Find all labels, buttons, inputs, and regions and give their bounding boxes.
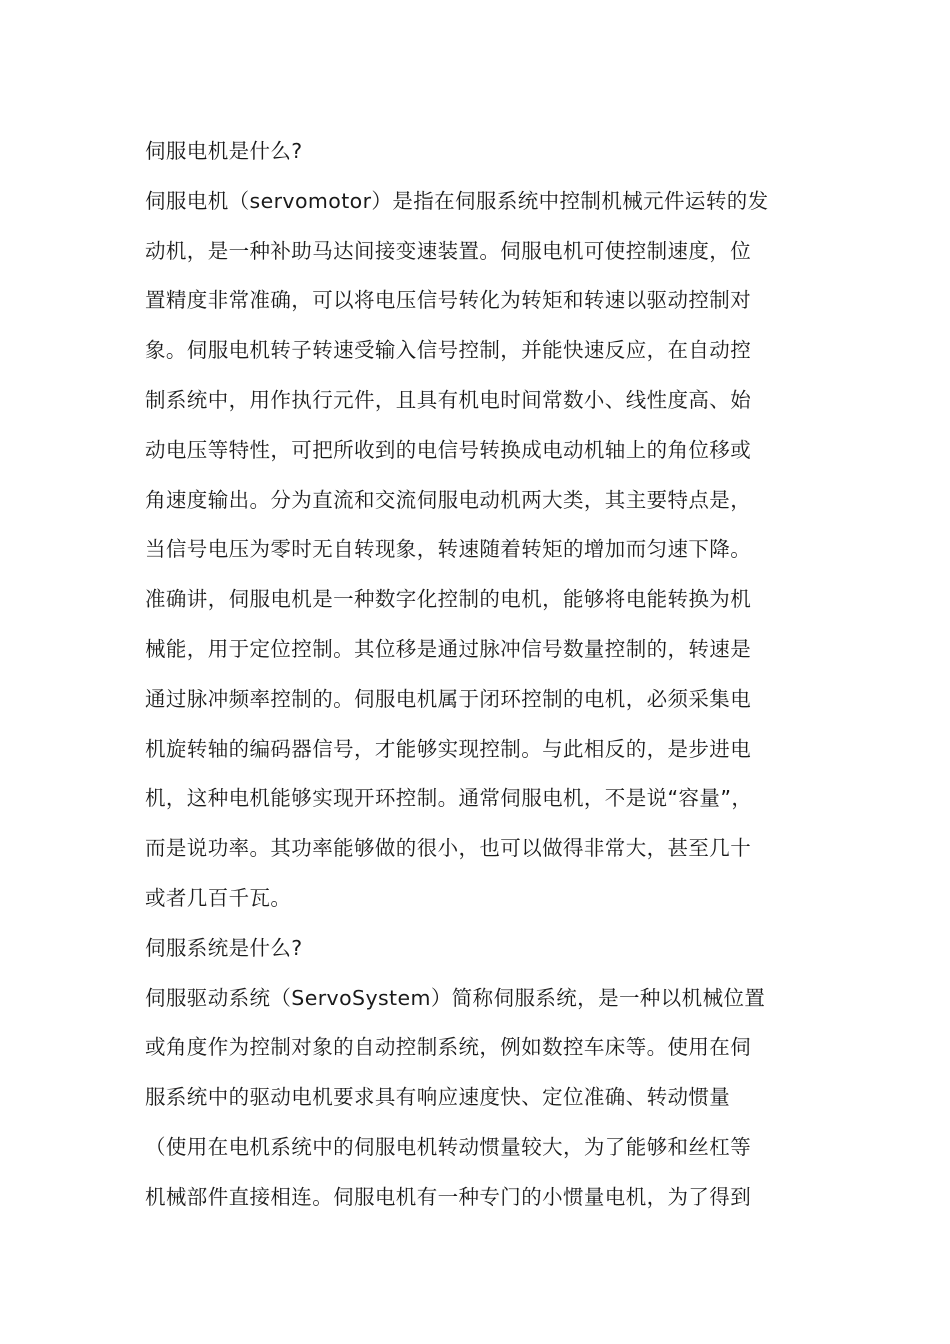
heading-servo-motor: 伺服电机是什么? (145, 139, 303, 163)
paragraph-line: 角速度输出。分为直流和交流伺服电动机两大类，其主要特点是， (145, 487, 752, 512)
paragraph-line: 械能，用于定位控制。其位移是通过脉冲信号数量控制的，转速是 (145, 636, 752, 661)
paragraph-line: 当信号电压为零时无自转现象，转速随着转矩的增加而匀速下降。 (145, 537, 752, 562)
paragraph-line: 或者几百千瓦。 (145, 885, 292, 910)
paragraph-line: 准确讲，伺服电机是一种数字化控制的电机，能够将电能转换为机 (145, 587, 752, 612)
paragraph-line: 象。伺服电机转子转速受输入信号控制，并能快速反应，在自动控 (145, 338, 752, 363)
paragraph-line: 而是说功率。其功率能够做的很小，也可以做得非常大，甚至几十 (145, 836, 752, 861)
paragraph-line: 动电压等特性，可把所收到的电信号转换成电动机轴上的角位移或 (145, 437, 752, 462)
paragraph-line: 机旋转轴的编码器信号，才能够实现控制。与此相反的，是步进电 (145, 736, 752, 761)
paragraph-line: （使用在电机系统中的伺服电机转动惯量较大，为了能够和丝杠等 (145, 1134, 752, 1159)
paragraph-line: 服系统中的驱动电机要求具有响应速度快、定位准确、转动惯量 (145, 1085, 731, 1110)
paragraph-line: 机，这种电机能够实现开环控制。通常伺服电机，不是说“容量”， (145, 786, 753, 811)
document-body (145, 127, 810, 1223)
paragraph-line: 伺服驱动系统（ServoSystem）简称伺服系统，是一种以机械位置 (145, 985, 766, 1010)
paragraph-line: 制系统中，用作执行元件，且具有机电时间常数小、线性度高、始 (145, 387, 752, 412)
paragraph-line: 通过脉冲频率控制的。伺服电机属于闭环控制的电机，必须采集电 (145, 686, 752, 711)
heading-servo-system: 伺服系统是什么? (145, 935, 303, 960)
paragraph-line: 置精度非常准确，可以将电压信号转化为转矩和转速以驱动控制对 (145, 288, 752, 313)
paragraph-line: 动机，是一种补助马达间接变速装置。伺服电机可使控制速度，位 (145, 238, 752, 263)
paragraph-line: 机械部件直接相连。伺服电机有一种专门的小惯量电机，为了得到 (145, 1184, 752, 1209)
paragraph-line: 伺服电机（servomotor）是指在伺服系统中控制机械元件运转的发 (145, 188, 769, 213)
paragraph-line: 或角度作为控制对象的自动控制系统，例如数控车床等。使用在伺 (145, 1035, 752, 1060)
